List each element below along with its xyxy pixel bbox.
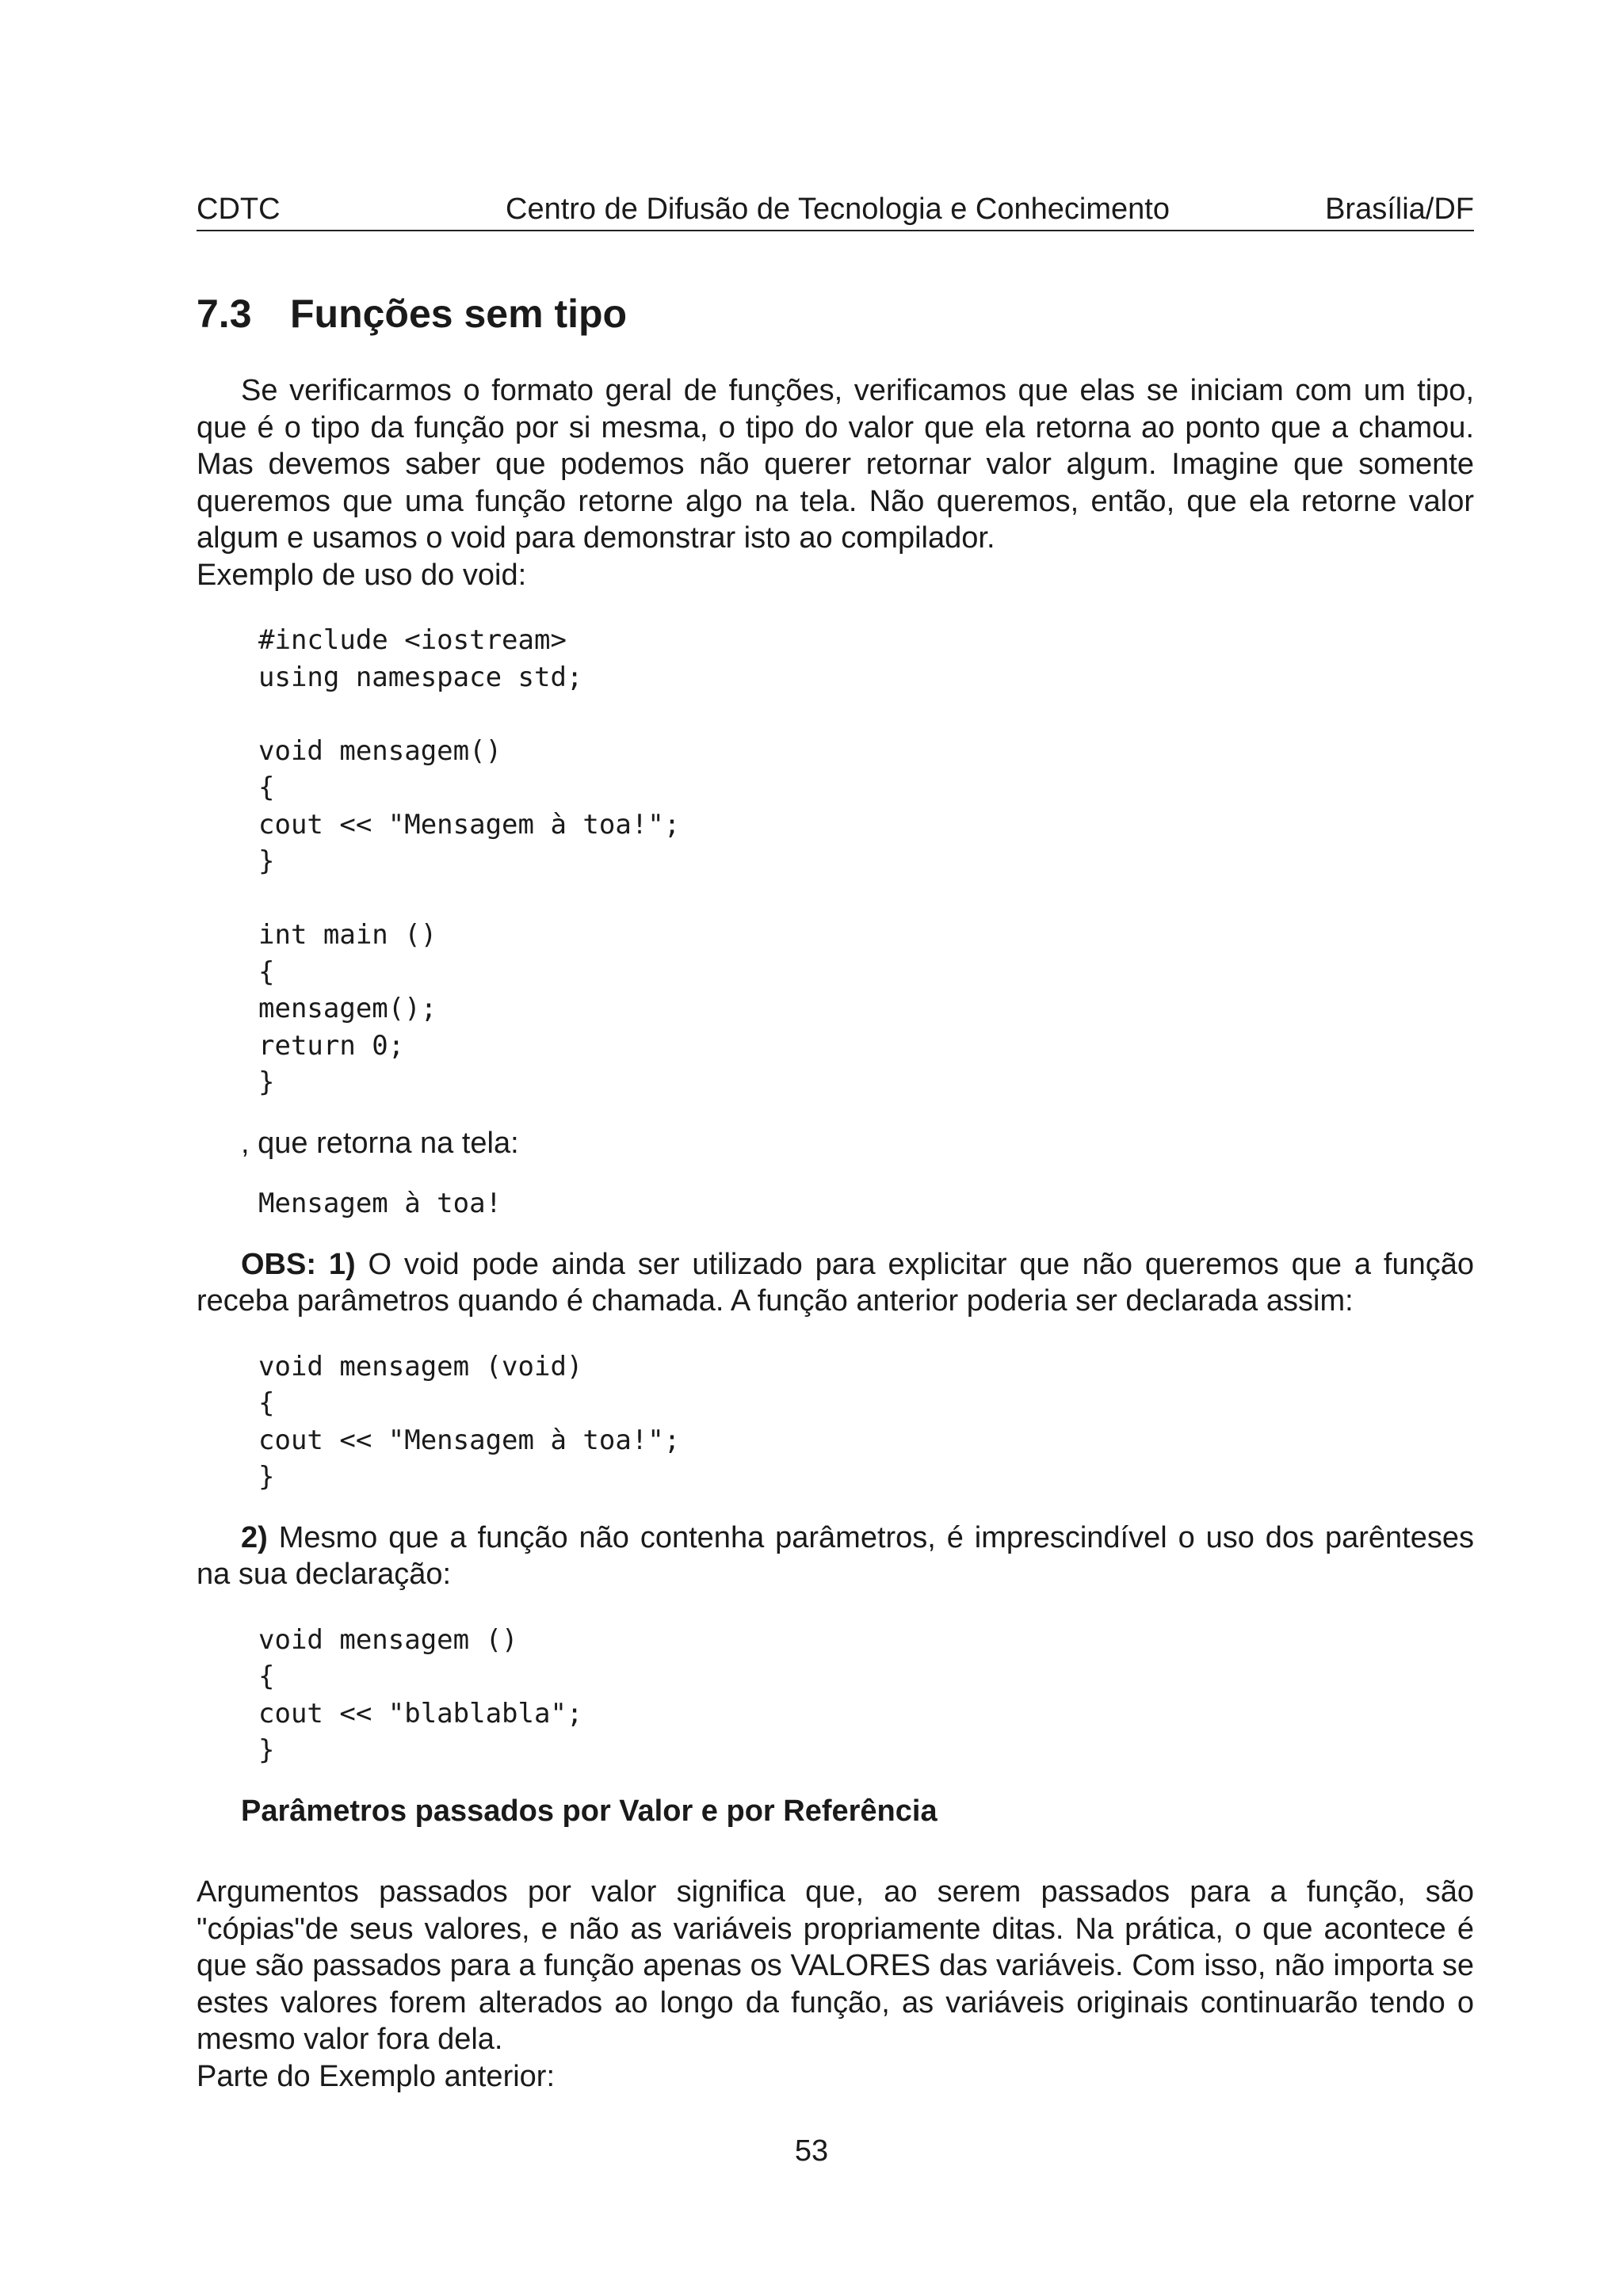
running-header — [197, 189, 1474, 231]
header-right: Brasília/DF — [1325, 193, 1474, 226]
returns-text: , que retorna na tela: — [241, 1126, 519, 1160]
obs1-text: O void pode ainda ser utilizado para explicitar que não queremos que a função receba parâmetros quando é chamada. A função anterior poderia ser declarada assim: — [197, 1247, 1474, 1318]
page-number: 53 — [794, 2134, 829, 2168]
section-title: Funções sem tipo — [290, 292, 628, 336]
header-left: CDTC — [197, 193, 281, 226]
page-content — [197, 189, 1474, 2095]
obs2-text: Mesmo que a função não contenha parâmetros, é imprescindível o uso dos parênteses na sua declaração: — [197, 1520, 1474, 1591]
code-block-void-param: void mensagem (void) { cout << "Mensagem à toa!"; } — [258, 1350, 681, 1493]
example-label: Exemplo de uso do void: — [197, 558, 527, 592]
arguments-paragraph: Argumentos passados por valor significa que, ao serem passados para a função, são "cópias"de seus valores, e não as variáveis propriamente ditas. Na prática, o que acontece é que são passados para a função apenas os VALORES das variáveis. Com isso, não importa se estes valores forem alterados ao longo da função, as variáveis originais continuarão tendo o mesmo valor fora dela. — [197, 1875, 1474, 2056]
output-block: Mensagem à toa! — [258, 1188, 502, 1219]
obs2-label: 2) — [241, 1520, 268, 1554]
code-block-void-example: #include <iostream> using namespace std; void mensagem() { cout << "Mensagem à toa!"; } int main () { mensagem(); return 0; } — [258, 624, 681, 1098]
obs2-paragraph — [197, 1520, 1474, 1593]
header-center: Centro de Difusão de Tecnologia e Conhecimento — [506, 193, 1170, 226]
previous-example-label: Parte do Exemplo anterior: — [197, 2059, 556, 2093]
section-heading — [197, 288, 1474, 339]
intro-paragraph: Se verificarmos o formato geral de funções, verificamos que elas se iniciam com um tipo, que é o tipo da função por si mesma, o tipo do valor que ela retorna ao ponto que a chamou. Mas devemos saber que podemos não querer retornar valor algum. Imagine que somente queremos que uma função retorne algo na tela. Não queremos, então, que ela retorne valor algum e usamos o void para demonstrar isto ao compilador. — [197, 374, 1474, 555]
obs1-label: OBS: 1) — [241, 1247, 356, 1281]
section-number: 7.3 — [197, 292, 252, 336]
code-block-parentheses: void mensagem () { cout << "blablabla"; } — [258, 1623, 583, 1766]
subheading: Parâmetros passados por Valor e por Referência — [241, 1794, 938, 1828]
obs1-paragraph — [197, 1246, 1474, 1320]
